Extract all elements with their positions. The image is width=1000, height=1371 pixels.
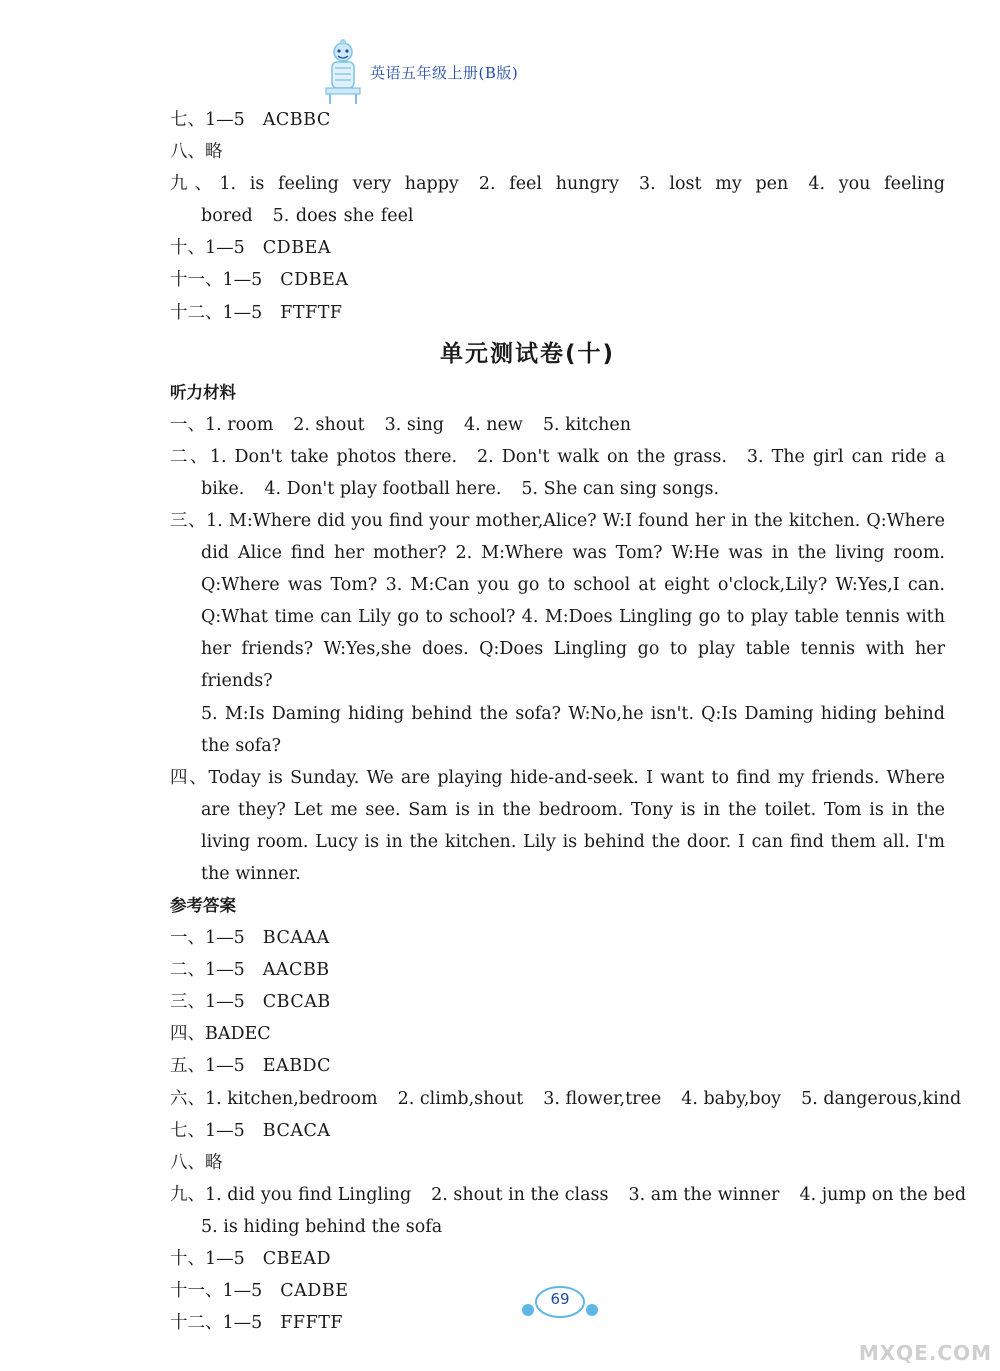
answer-row: 二、1—5 AACBB: [170, 960, 330, 981]
page-header: [318, 38, 578, 106]
answer-row: 四、BADEC: [170, 1024, 271, 1045]
listening-heading: 听力材料: [170, 382, 236, 402]
mascot-icon: [318, 38, 368, 106]
answer-row: 七、1—5 ACBBC: [170, 110, 331, 130]
section-title: 单元测试卷(十): [439, 340, 616, 367]
listening-part-4: 四、Today is Sunday. We are playing hide-and-seek. I want to find my friends. Where are they? Let me see. Sam is in the bedroom. Tony is in the toilet. Tom is in the living room. Lucy is in the kitchen. Lily is behind the door. I can find them all. I'm the winner.: [170, 767, 946, 884]
page-number-badge: [520, 1284, 600, 1320]
answer-row: 九、1. did you find Lingling 2. shout in the class 3. am the winner 4. jump on the bed: [170, 1184, 967, 1205]
answer-row: 五、1—5 EABDC: [170, 1056, 331, 1077]
answer-row: 八、略: [170, 142, 223, 163]
answer-row: 十一、1—5 CDBEA: [170, 270, 349, 291]
answer-row: 十二、1—5 FFFTF: [170, 1313, 344, 1334]
listening-part-2: 二、1. Don't take photos there. 2. Don't walk on the grass. 3. The girl can ride a bike. 4. Don't play football here. 5. She can sing songs.: [170, 446, 945, 499]
answers-heading: 参考答案: [170, 896, 236, 916]
answer-row-cont: 5. is hiding behind the sofa: [201, 1216, 443, 1237]
answer-row: 七、1—5 BCACA: [170, 1120, 331, 1141]
watermark: [792, 1285, 992, 1365]
watermark-text: MXQE.COM: [858, 1341, 992, 1365]
listening-part-3: 三、1. M:Where did you find your mother,Alice? W:I found her in the kitchen. Q:Where did Alice find her mother? 2. M:Where was Tom? W:He was in the living room. Q:Where was Tom? 3. M:Can you go to school at eight o'clock,Lily? W:Yes,I can. Q:What time can Lily go to school? 4. M:Does Lingling go to play table tennis with her friends? W:Yes,she does. Q:Does Lingling go to play table tennis with her friends?: [170, 510, 946, 692]
answer-row: 九、1. is feeling very happy 2. feel hungry 3. lost my pen 4. you feeling bored 5. does she feel: [170, 174, 945, 227]
answer-row: 一、1—5 BCAAA: [170, 928, 330, 949]
listening-part-3-cont: 5. M:Is Daming hiding behind the sofa? W:No,he isn't. Q:Is Daming hiding behind the sofa?: [201, 703, 945, 756]
answer-row: 八、略: [170, 1152, 223, 1173]
book-title: 英语五年级上册(B版): [370, 64, 519, 82]
answer-row: 三、1—5 CBCAB: [170, 992, 331, 1013]
answer-row: 十、1—5 CDBEA: [170, 238, 331, 259]
answer-row: 十、1—5 CBEAD: [170, 1249, 331, 1269]
answer-row: 十一、1—5 CADBE: [170, 1281, 349, 1302]
answer-row: 六、1. kitchen,bedroom 2. climb,shout 3. flower,tree 4. baby,boy 5. dangerous,kind: [170, 1088, 962, 1109]
page-content: [170, 104, 967, 1339]
answer-row: 十二、1—5 FTFTF: [170, 302, 343, 323]
page-number: 69: [550, 1290, 570, 1308]
listening-part-1: 一、1. room 2. shout 3. sing 4. new 5. kitchen: [170, 414, 632, 435]
